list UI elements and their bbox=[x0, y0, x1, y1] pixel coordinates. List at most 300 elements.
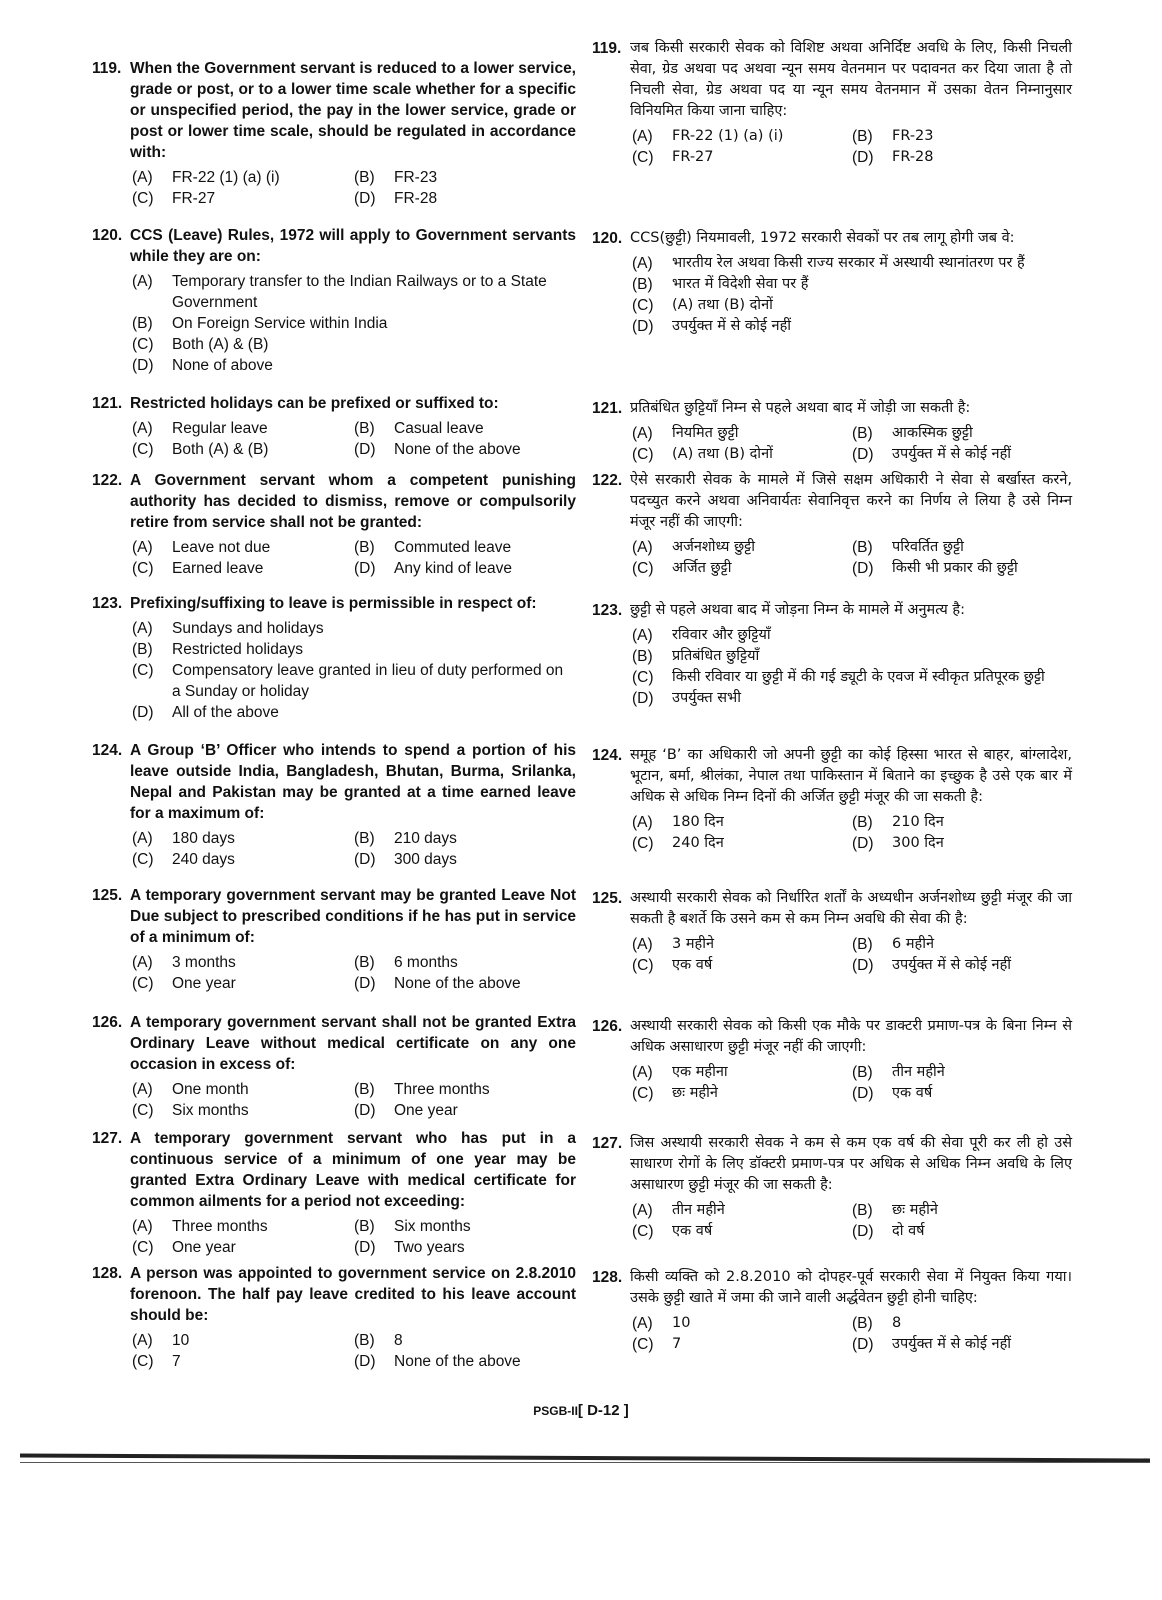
option-text: One year bbox=[172, 975, 236, 992]
option-c bbox=[632, 1334, 852, 1355]
option-text: 8 bbox=[892, 1315, 902, 1331]
option-text: भारतीय रेल अथवा किसी राज्य सरकार में अस्थायी स्थानांतरण पर हैं bbox=[672, 255, 1025, 271]
question-number: 122. bbox=[592, 472, 623, 489]
question-text: Prefixing/suffixing to leave is permissible in respect of: bbox=[130, 595, 537, 612]
option-label: (D) bbox=[852, 149, 874, 166]
option-label: (A) bbox=[132, 539, 153, 556]
option-text: 6 महीने bbox=[892, 936, 935, 952]
option-label: (A) bbox=[132, 954, 153, 971]
option-text: FR-23 bbox=[394, 169, 438, 186]
option-text: परिवर्तित छुट्टी bbox=[892, 539, 964, 555]
question-128 bbox=[592, 1267, 1072, 1355]
option-label: (D) bbox=[852, 1336, 874, 1353]
question-124 bbox=[92, 740, 576, 870]
option-label: (C) bbox=[632, 669, 654, 686]
options-list bbox=[132, 1079, 576, 1121]
options-list bbox=[132, 418, 576, 460]
options-list bbox=[632, 812, 1072, 854]
option-text: रविवार और छुट्टियाँ bbox=[672, 627, 771, 643]
option-text: किसी रविवार या छुट्टी में की गई ड्यूटी के एवज में स्वीकृत प्रतिपूरक छुट्टी bbox=[672, 669, 1045, 685]
question-header bbox=[92, 1128, 576, 1212]
question-text: छुट्टी से पहले अथवा बाद में जोड़ना निम्न के मामले में अनुमत्य है: bbox=[630, 602, 965, 618]
option-d bbox=[354, 1351, 576, 1372]
option-c bbox=[632, 1221, 852, 1242]
question-number: 128. bbox=[92, 1265, 123, 1282]
option-label: (A) bbox=[632, 1202, 653, 1219]
option-text: None of the above bbox=[394, 975, 521, 992]
option-c bbox=[632, 667, 1072, 688]
question-text: जब किसी सरकारी सेवक को विशिष्ट अथवा अनिर्दिष्ट अवधि के लिए, किसी निचली सेवा, ग्रेड अथवा पद अथवा न्यून समय वेतनमान पर पदावनत कर दिया जाता है तो निचली सेवा, ग्रेड अथवा पद या न्यून समय वेतनमान में उसका वेतन निम्नानुसार विनियमित किया जाना चाहिए: bbox=[630, 40, 1072, 119]
option-d bbox=[354, 973, 576, 994]
option-b bbox=[852, 537, 1072, 558]
question-122 bbox=[592, 470, 1072, 579]
option-text: एक महीना bbox=[672, 1064, 728, 1080]
option-label: (C) bbox=[132, 975, 154, 992]
option-label: (A) bbox=[632, 128, 653, 145]
option-label: (A) bbox=[132, 273, 153, 290]
question-number: 120. bbox=[92, 227, 123, 244]
options-list bbox=[632, 1313, 1072, 1355]
option-d bbox=[852, 1334, 1072, 1355]
option-label: (A) bbox=[632, 814, 653, 831]
option-text: One year bbox=[172, 1239, 236, 1256]
option-a bbox=[132, 952, 354, 973]
question-119 bbox=[592, 38, 1072, 168]
option-d bbox=[632, 688, 1072, 709]
option-text: Six months bbox=[172, 1102, 249, 1119]
option-label: (C) bbox=[132, 1102, 154, 1119]
question-header bbox=[592, 38, 1072, 122]
option-c bbox=[632, 558, 852, 579]
bottom-rule-thin bbox=[20, 1462, 1150, 1463]
option-label: (D) bbox=[354, 851, 376, 868]
question-number: 127. bbox=[92, 1130, 123, 1147]
options-list bbox=[132, 618, 576, 723]
option-label: (B) bbox=[354, 169, 375, 186]
option-text: एक वर्ष bbox=[672, 957, 713, 973]
option-c bbox=[632, 955, 852, 976]
question-number: 126. bbox=[92, 1014, 123, 1031]
question-124 bbox=[592, 745, 1072, 854]
question-text: समूह ‘B’ का अधिकारी जो अपनी छुट्टी का कोई हिस्सा भारत से बाहर, बांग्लादेश, भूटान, बर्मा, श्रीलंका, नेपाल तथा पाकिस्तान में बिताने का इच्छुक है उसे एक बार में अधिक से अधिक निम्न दिनों की अर्जित छुट्टी मंजूर की जा सकती है: bbox=[630, 747, 1072, 805]
option-text: None of the above bbox=[394, 1353, 521, 1370]
question-number: 124. bbox=[92, 742, 123, 759]
option-text: 300 दिन bbox=[892, 835, 944, 851]
option-b bbox=[852, 812, 1072, 833]
question-header bbox=[592, 398, 1072, 419]
option-b bbox=[354, 418, 576, 439]
option-label: (B) bbox=[354, 1332, 375, 1349]
options-list bbox=[632, 537, 1072, 579]
option-text: एक वर्ष bbox=[672, 1223, 713, 1239]
question-header bbox=[592, 1016, 1072, 1058]
option-text: 8 bbox=[394, 1332, 403, 1349]
question-119 bbox=[92, 58, 576, 209]
option-text: 7 bbox=[172, 1353, 181, 1370]
option-b bbox=[852, 1200, 1072, 1221]
question-header bbox=[92, 58, 576, 163]
option-a bbox=[632, 126, 852, 147]
option-label: (C) bbox=[632, 1085, 654, 1102]
option-text: 240 दिन bbox=[672, 835, 724, 851]
question-header bbox=[92, 885, 576, 948]
option-text: 10 bbox=[672, 1315, 691, 1331]
question-number: 121. bbox=[92, 395, 123, 412]
option-text: FR-22 (1) (a) (i) bbox=[172, 169, 280, 186]
option-label: (B) bbox=[354, 954, 375, 971]
option-b bbox=[354, 828, 576, 849]
option-label: (D) bbox=[632, 318, 654, 335]
option-text: 3 months bbox=[172, 954, 236, 971]
option-label: (D) bbox=[354, 441, 376, 458]
option-c bbox=[132, 973, 354, 994]
option-label: (B) bbox=[852, 128, 873, 145]
question-text: अस्थायी सरकारी सेवक को निर्धारित शर्तों के अध्यधीन अर्जनशोध्य छुट्टी मंजूर की जा सकती है बशर्ते कि उसने कम से कम निम्न अवधि की सेवा की है: bbox=[630, 890, 1072, 927]
option-text: (A) तथा (B) दोनों bbox=[672, 446, 773, 462]
option-a bbox=[132, 271, 576, 313]
option-label: (A) bbox=[132, 620, 153, 637]
option-label: (A) bbox=[632, 1064, 653, 1081]
option-b bbox=[632, 274, 1072, 295]
option-text: Both (A) & (B) bbox=[172, 336, 269, 353]
option-label: (A) bbox=[632, 936, 653, 953]
option-c bbox=[132, 1351, 354, 1372]
question-text: अस्थायी सरकारी सेवक को किसी एक मौके पर डाक्टरी प्रमाण-पत्र के बिना निम्न से अधिक असाधारण छुट्टी मंजूर नहीं की जाएगी: bbox=[630, 1018, 1072, 1055]
option-text: 7 bbox=[672, 1336, 682, 1352]
option-a bbox=[632, 1313, 852, 1334]
option-a bbox=[132, 828, 354, 849]
option-text: On Foreign Service within India bbox=[172, 315, 388, 332]
option-b bbox=[354, 167, 576, 188]
option-c bbox=[632, 147, 852, 168]
question-text: A temporary government servant may be granted Leave Not Due subject to prescribed conditions if he has put in service of a minimum of: bbox=[130, 887, 576, 946]
option-label: (D) bbox=[132, 704, 154, 721]
question-121 bbox=[592, 398, 1072, 465]
option-label: (B) bbox=[852, 425, 873, 442]
option-text: Earned leave bbox=[172, 560, 264, 577]
options-list bbox=[632, 423, 1072, 465]
option-text: Three months bbox=[172, 1218, 268, 1235]
option-d bbox=[852, 1083, 1072, 1104]
option-d bbox=[132, 355, 576, 376]
question-number: 124. bbox=[592, 747, 623, 764]
question-header bbox=[92, 470, 576, 533]
option-b bbox=[132, 313, 576, 334]
option-d bbox=[354, 1100, 576, 1121]
question-text: CCS(छुट्टी) नियमावली, 1972 सरकारी सेवकों पर तब लागू होगी जब वे: bbox=[630, 230, 1015, 246]
option-c bbox=[132, 558, 354, 579]
question-header bbox=[92, 1012, 576, 1075]
option-text: 180 days bbox=[172, 830, 235, 847]
option-a bbox=[632, 537, 852, 558]
option-label: (A) bbox=[632, 425, 653, 442]
option-a bbox=[632, 934, 852, 955]
option-text: FR-28 bbox=[892, 149, 934, 165]
option-label: (A) bbox=[632, 539, 653, 556]
option-text: भारत में विदेशी सेवा पर हैं bbox=[672, 276, 809, 292]
question-number: 123. bbox=[592, 602, 623, 619]
option-label: (C) bbox=[132, 662, 154, 679]
question-text: A Group ‘B’ Officer who intends to spend a portion of his leave outside India, Bangladesh, Bhutan, Burma, Srilanka, Nepal and Pakistan may be granted at a time earned leave for a maximum of: bbox=[130, 742, 576, 822]
option-d bbox=[852, 558, 1072, 579]
option-text: प्रतिबंधित छुट्टियाँ bbox=[672, 648, 760, 664]
question-125 bbox=[92, 885, 576, 994]
option-text: उपर्युक्त सभी bbox=[672, 690, 741, 706]
option-a bbox=[132, 537, 354, 558]
option-text: उपर्युक्त में से कोई नहीं bbox=[672, 318, 792, 334]
question-header bbox=[92, 225, 576, 267]
option-text: FR-27 bbox=[172, 190, 216, 207]
option-c bbox=[132, 1100, 354, 1121]
option-label: (B) bbox=[354, 1218, 375, 1235]
option-text: तीन महीने bbox=[672, 1202, 725, 1218]
option-label: (A) bbox=[132, 1081, 153, 1098]
question-header bbox=[592, 745, 1072, 808]
option-c bbox=[132, 334, 576, 355]
option-text: छः महीने bbox=[892, 1202, 938, 1218]
question-text: CCS (Leave) Rules, 1972 will apply to Government servants while they are on: bbox=[130, 227, 576, 265]
option-label: (B) bbox=[632, 648, 653, 665]
option-d bbox=[354, 849, 576, 870]
option-label: (C) bbox=[632, 1223, 654, 1240]
question-header bbox=[592, 600, 1072, 621]
option-label: (B) bbox=[852, 1202, 873, 1219]
option-label: (A) bbox=[132, 420, 153, 437]
question-text: A person was appointed to government service on 2.8.2010 forenoon. The half pay leave credited to his leave account should be: bbox=[130, 1265, 576, 1324]
option-c bbox=[632, 833, 852, 854]
option-text: एक वर्ष bbox=[892, 1085, 933, 1101]
question-number: 121. bbox=[592, 400, 623, 417]
option-label: (B) bbox=[852, 1315, 873, 1332]
option-text: One month bbox=[172, 1081, 249, 1098]
question-header bbox=[592, 228, 1072, 249]
option-label: (B) bbox=[132, 315, 153, 332]
question-127 bbox=[92, 1128, 576, 1258]
question-number: 123. bbox=[92, 595, 123, 612]
question-126 bbox=[92, 1012, 576, 1121]
option-text: उपर्युक्त में से कोई नहीं bbox=[892, 957, 1012, 973]
option-a bbox=[132, 618, 576, 639]
options-list bbox=[132, 828, 576, 870]
question-header bbox=[92, 593, 576, 614]
question-header bbox=[592, 1133, 1072, 1196]
option-text: 210 days bbox=[394, 830, 457, 847]
option-text: नियमित छुट्टी bbox=[672, 425, 739, 441]
option-b bbox=[632, 646, 1072, 667]
option-text: Casual leave bbox=[394, 420, 484, 437]
option-text: FR-22 (1) (a) (i) bbox=[672, 128, 784, 144]
option-text: One year bbox=[394, 1102, 458, 1119]
question-128 bbox=[92, 1263, 576, 1372]
option-d bbox=[852, 444, 1072, 465]
question-number: 126. bbox=[592, 1018, 623, 1035]
option-label: (D) bbox=[354, 1239, 376, 1256]
option-c bbox=[132, 439, 354, 460]
option-d bbox=[354, 188, 576, 209]
option-text: Commuted leave bbox=[394, 539, 512, 556]
footer-code: PSGB-II bbox=[533, 1404, 578, 1418]
option-label: (B) bbox=[354, 830, 375, 847]
option-text: All of the above bbox=[172, 704, 279, 721]
option-text: (A) तथा (B) दोनों bbox=[672, 297, 773, 313]
option-label: (D) bbox=[354, 975, 376, 992]
option-a bbox=[132, 167, 354, 188]
option-label: (C) bbox=[632, 835, 654, 852]
option-label: (D) bbox=[354, 1353, 376, 1370]
option-text: 300 days bbox=[394, 851, 457, 868]
option-text: Compensatory leave granted in lieu of duty performed on a Sunday or holiday bbox=[172, 662, 564, 700]
option-label: (D) bbox=[354, 1102, 376, 1119]
option-text: 6 months bbox=[394, 954, 458, 971]
question-number: 120. bbox=[592, 230, 623, 247]
option-label: (D) bbox=[852, 560, 874, 577]
question-header bbox=[592, 1267, 1072, 1309]
option-d bbox=[132, 702, 576, 723]
option-d bbox=[852, 147, 1072, 168]
option-b bbox=[354, 537, 576, 558]
option-b bbox=[852, 423, 1072, 444]
page-number: [ D-12 ] bbox=[577, 1402, 629, 1419]
question-123 bbox=[592, 600, 1072, 709]
option-label: (A) bbox=[132, 1332, 153, 1349]
option-label: (A) bbox=[632, 1315, 653, 1332]
option-label: (D) bbox=[852, 835, 874, 852]
option-b bbox=[354, 1079, 576, 1100]
page-footer bbox=[0, 1402, 1162, 1419]
option-b bbox=[852, 934, 1072, 955]
options-list bbox=[632, 253, 1072, 337]
option-label: (C) bbox=[632, 560, 654, 577]
option-text: None of the above bbox=[394, 441, 521, 458]
option-label: (A) bbox=[632, 255, 653, 272]
question-text: जिस अस्थायी सरकारी सेवक ने कम से कम एक वर्ष की सेवा पूरी कर ली हो उसे साधारण रोगों के लिए डॉक्टरी प्रमाण-पत्र पर अधिक से अधिक निम्न अवधि के लिए असाधारण छुट्टी मंजूर की जा सकती है: bbox=[630, 1135, 1072, 1193]
question-126 bbox=[592, 1016, 1072, 1104]
option-c bbox=[132, 188, 354, 209]
question-125 bbox=[592, 888, 1072, 976]
question-number: 119. bbox=[92, 60, 122, 77]
question-121 bbox=[92, 393, 576, 460]
option-a bbox=[632, 1062, 852, 1083]
option-a bbox=[132, 418, 354, 439]
option-text: 210 दिन bbox=[892, 814, 944, 830]
option-label: (B) bbox=[354, 539, 375, 556]
option-label: (A) bbox=[132, 1218, 153, 1235]
question-number: 122. bbox=[92, 472, 123, 489]
option-label: (C) bbox=[132, 190, 154, 207]
option-c bbox=[632, 295, 1072, 316]
option-label: (C) bbox=[132, 1353, 154, 1370]
option-label: (D) bbox=[354, 190, 376, 207]
option-text: 10 bbox=[172, 1332, 190, 1349]
option-a bbox=[132, 1330, 354, 1351]
option-label: (A) bbox=[632, 627, 653, 644]
option-text: अर्जनशोध्य छुट्टी bbox=[672, 539, 755, 555]
option-label: (C) bbox=[632, 957, 654, 974]
option-d bbox=[852, 955, 1072, 976]
option-label: (D) bbox=[852, 1223, 874, 1240]
options-list bbox=[632, 126, 1072, 168]
option-label: (C) bbox=[632, 297, 654, 314]
option-text: Both (A) & (B) bbox=[172, 441, 269, 458]
option-text: छः महीने bbox=[672, 1085, 718, 1101]
question-127 bbox=[592, 1133, 1072, 1242]
options-list bbox=[132, 167, 576, 209]
option-a bbox=[632, 625, 1072, 646]
option-text: None of above bbox=[172, 357, 273, 374]
option-label: (A) bbox=[132, 169, 153, 186]
option-a bbox=[632, 423, 852, 444]
question-text: When the Government servant is reduced to a lower service, grade or post, or to a lower time scale whether for a specific or unspecified period, the pay in the lower service, grade or post or lower time scale, should be regulated in accordance with: bbox=[130, 60, 576, 161]
option-label: (B) bbox=[632, 276, 653, 293]
option-d bbox=[354, 1237, 576, 1258]
option-label: (B) bbox=[354, 1081, 375, 1098]
option-text: FR-28 bbox=[394, 190, 438, 207]
option-text: 3 महीने bbox=[672, 936, 715, 952]
question-120 bbox=[92, 225, 576, 376]
question-header bbox=[92, 393, 576, 414]
option-label: (C) bbox=[632, 446, 654, 463]
option-text: Two years bbox=[394, 1239, 465, 1256]
option-b bbox=[354, 1330, 576, 1351]
option-label: (D) bbox=[132, 357, 154, 374]
option-text: 180 दिन bbox=[672, 814, 724, 830]
option-text: Any kind of leave bbox=[394, 560, 513, 577]
options-list bbox=[132, 952, 576, 994]
option-d bbox=[354, 439, 576, 460]
question-number: 119. bbox=[592, 40, 622, 57]
option-label: (C) bbox=[132, 560, 154, 577]
option-text: Restricted holidays bbox=[172, 641, 303, 658]
option-c bbox=[632, 1083, 852, 1104]
option-text: FR-23 bbox=[892, 128, 934, 144]
options-list bbox=[632, 934, 1072, 976]
option-text: 240 days bbox=[172, 851, 235, 868]
option-text: Temporary transfer to the Indian Railways or to a State Government bbox=[172, 273, 547, 311]
option-label: (D) bbox=[852, 1085, 874, 1102]
option-label: (B) bbox=[852, 814, 873, 831]
options-list bbox=[632, 1200, 1072, 1242]
option-c bbox=[132, 660, 576, 702]
option-d bbox=[632, 316, 1072, 337]
question-120 bbox=[592, 228, 1072, 337]
options-list bbox=[632, 625, 1072, 709]
question-text: प्रतिबंधित छुट्टियाँ निम्न से पहले अथवा बाद में जोड़ी जा सकती है: bbox=[630, 400, 971, 416]
options-list bbox=[132, 1330, 576, 1372]
option-label: (B) bbox=[132, 641, 153, 658]
question-123 bbox=[92, 593, 576, 723]
option-text: उपर्युक्त में से कोई नहीं bbox=[892, 1336, 1012, 1352]
question-header bbox=[92, 1263, 576, 1326]
question-text: Restricted holidays can be prefixed or suffixed to: bbox=[130, 395, 499, 412]
option-label: (C) bbox=[132, 336, 154, 353]
question-header bbox=[592, 888, 1072, 930]
question-header bbox=[592, 470, 1072, 533]
option-label: (C) bbox=[132, 441, 154, 458]
option-text: दो वर्ष bbox=[892, 1223, 925, 1239]
option-text: अर्जित छुट्टी bbox=[672, 560, 732, 576]
option-a bbox=[132, 1079, 354, 1100]
question-text: ऐसे सरकारी सेवक के मामले में जिसे सक्षम अधिकारी ने सेवा से बर्खास्त करने, पदच्युत करने अथवा अनिवार्यतः सेवानिवृत्त करने का निर्णय ले लिया है उसे निम्न मंजूर नहीं की जाएगी: bbox=[630, 472, 1072, 530]
question-number: 125. bbox=[592, 890, 623, 907]
option-text: आकस्मिक छुट्टी bbox=[892, 425, 973, 441]
question-number: 125. bbox=[92, 887, 123, 904]
question-text: किसी व्यक्ति को 2.8.2010 को दोपहर-पूर्व सरकारी सेवा में नियुक्त किया गया। उसके छुट्टी खाते में जमा की जाने वाली अर्द्धवेतन छुट्टी होनी चाहिए: bbox=[630, 1269, 1072, 1306]
question-122 bbox=[92, 470, 576, 579]
question-number: 127. bbox=[592, 1135, 623, 1152]
option-c bbox=[632, 444, 852, 465]
option-d bbox=[852, 1221, 1072, 1242]
options-list bbox=[132, 271, 576, 376]
